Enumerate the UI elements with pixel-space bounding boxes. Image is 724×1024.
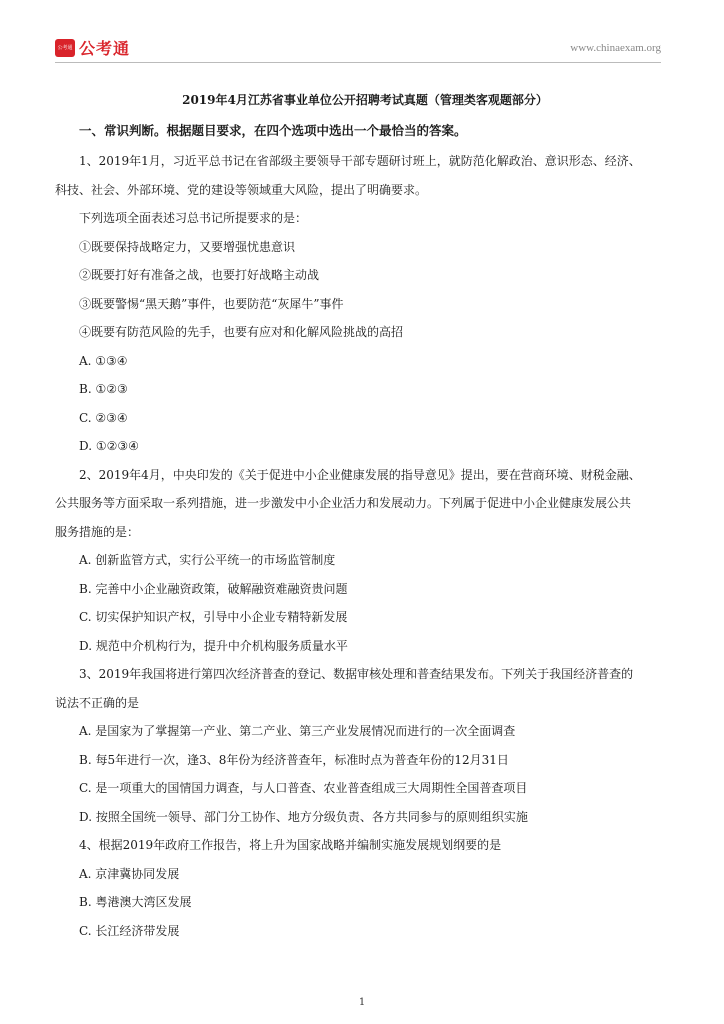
- text-line: D. 规范中介机构行为，提升中介机构服务质量水平: [79, 638, 348, 653]
- page-header: [55, 36, 661, 60]
- text-line: C. 长江经济带发展: [79, 923, 180, 938]
- text-line: 服务措施的是：: [55, 524, 140, 539]
- text-line: ②既要打好有准备之战，也要打好战略主动战: [79, 268, 320, 282]
- text-line: B. 每5年进行一次，逢3、8年份为经济普查年，标准时点为普查年份的12月31日: [79, 752, 509, 767]
- text-line: B. 粤港澳大湾区发展: [79, 895, 192, 909]
- logo-text: 公考通: [79, 39, 131, 58]
- header-divider: [55, 62, 661, 63]
- text-line: 下列选项全面表述习总书记所提要求的是：: [79, 211, 308, 225]
- text-line: ③既要警惕“黑天鹅”事件，也要防范“灰犀牛”事件: [79, 296, 344, 311]
- document-title: 2019年4月江苏省事业单位公开招聘考试真题（管理类客观题部分）: [182, 93, 548, 107]
- text-line: B. ①②③: [79, 382, 128, 396]
- page-number: 1: [358, 997, 366, 1008]
- text-line: 说法不正确的是: [55, 695, 140, 710]
- question-lines: [55, 147, 671, 945]
- text-line: 3、2019年我国将进行第四次经济普查的登记、数据审核处理和普查结果发布。下列关于我国经济普查的: [79, 667, 634, 681]
- site-url: www.chinaexam.org: [570, 42, 661, 54]
- text-line: A. 京津冀协同发展: [79, 866, 180, 881]
- text-line: 4、根据2019年政府工作报告，将上升为国家战略并编制实施发展规划纲要的是: [79, 838, 502, 852]
- text-line: A. ①③④: [79, 353, 128, 368]
- text-line: C. ②③④: [79, 410, 128, 425]
- text-line: 公共服务等方面采取一系列措施，进一步激发中小企业活力和发展动力。下列属于促进中小企业健康发展公共: [55, 496, 632, 510]
- text-line: D. 按照全国统一领导、部门分工协作、地方分级负责、各方共同参与的原则组织实施: [79, 809, 528, 824]
- text-line: D. ①②③④: [79, 439, 139, 453]
- section-heading: 一、常识判断。根据题目要求，在四个选项中选出一个最恰当的答案。: [79, 123, 467, 138]
- text-line: 科技、社会、外部环境、党的建设等领域重大风险，提出了明确要求。: [55, 182, 428, 197]
- text-line: 2、2019年4月，中央印发的《关于促进中小企业健康发展的指导意见》提出，要在营商环境、财税金融、: [79, 467, 641, 482]
- text-line: 1、2019年1月，习近平总书记在省部级主要领导干部专题研讨班上，就防范化解政治、意识形态、经济、: [79, 154, 641, 168]
- text-line: C. 是一项重大的国情国力调查，与人口普查、农业普查组成三大周期性全国普查项目: [79, 781, 528, 795]
- text-line: ①既要保持战略定力，又要增强忧患意识: [79, 239, 296, 254]
- text-line: ④既要有防范风险的先手，也要有应对和化解风险挑战的高招: [79, 325, 404, 339]
- text-line: A. 创新监管方式，实行公平统一的市场监管制度: [79, 553, 336, 567]
- document-body: [55, 90, 671, 945]
- logo-badge: 公考通: [55, 39, 75, 57]
- logo: [55, 36, 130, 59]
- text-line: A. 是国家为了掌握第一产业、第二产业、第三产业发展情况而进行的一次全面调查: [79, 724, 516, 738]
- text-line: B. 完善中小企业融资政策，破解融资难融资贵问题: [79, 581, 348, 596]
- text-line: C. 切实保护知识产权，引导中小企业专精特新发展: [79, 610, 348, 624]
